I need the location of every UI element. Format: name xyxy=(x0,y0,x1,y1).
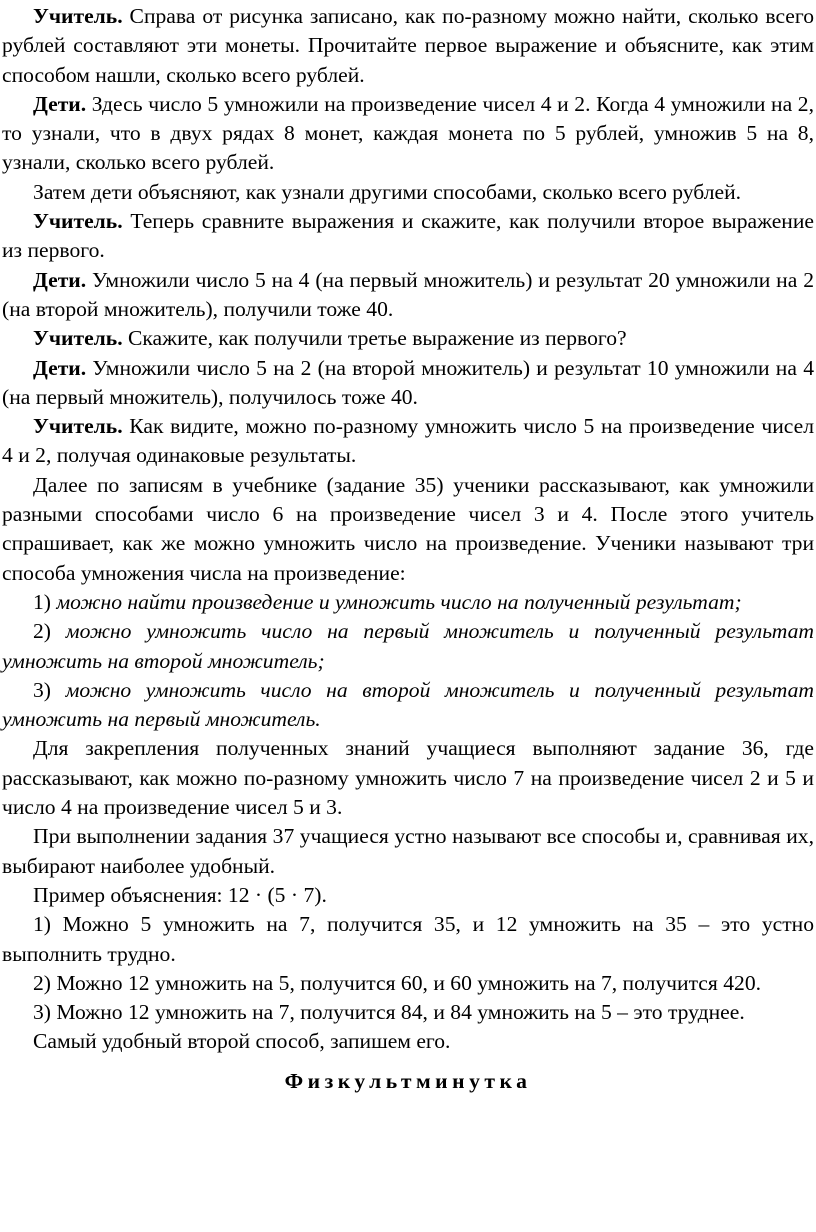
narration-paragraph xyxy=(2,178,814,207)
paragraph-text: Справа от рисунка записано, как по-разному можно найти, сколько всего рублей составляют эти монеты. Прочитайте первое выражение и объясните, как этим способом нашли, сколько всего рублей. xyxy=(2,4,814,87)
list-item-text: можно найти произведение и умножить число на полученный результат; xyxy=(56,589,742,614)
paragraph-text: Пример объяснения: 12 · (5 · 7). xyxy=(33,882,327,907)
method-list-item xyxy=(2,676,814,735)
paragraph-text: Скажите, как получили третье выражение из первого? xyxy=(122,326,627,351)
paragraph-text: 1) Можно 5 умножить на 7, получится 35, и 12 умножить на 35 – это устно выполнить трудно. xyxy=(2,912,814,966)
children-paragraph xyxy=(2,354,814,413)
narration-paragraph xyxy=(2,734,814,822)
paragraph-text: Самый удобный второй способ, запишем его. xyxy=(33,1029,451,1054)
list-number: 3) xyxy=(33,677,66,702)
children-paragraph xyxy=(2,90,814,178)
list-number: 2) xyxy=(33,619,66,644)
method-list-item xyxy=(2,617,814,676)
narration-paragraph xyxy=(2,471,814,588)
speaker-label: Учитель. xyxy=(33,326,123,351)
list-number: 1) xyxy=(33,589,57,614)
paragraph-text: Далее по записям в учебнике (задание 35) ученики рассказывают, как умножили разными способами число 6 на произведение чисел 3 и 4. После этого учитель спрашивает, как же можно умножить число на произведение. Ученики называют три способа умножения числа на произведение: xyxy=(2,472,814,585)
paragraph-text: Здесь число 5 умножили на произведение чисел 4 и 2. Когда 4 умножили на 2, то узнали, что в двух рядах 8 монет, каждая монета по 5 рублей, умножив 5 на 8, узнали, сколько всего рублей. xyxy=(2,91,814,175)
paragraph-text: Для закрепления полученных знаний учащиеся выполняют задание 36, где рассказывают, как можно по-разному умножить число 7 на произведение чисел 2 и 5 и число 4 на произведение чисел 5 и 3. xyxy=(2,736,814,820)
paragraph-text: 2) Можно 12 умножить на 5, получится 60, и 60 умножить на 7, получится 420. xyxy=(33,970,762,995)
paragraph-text: Как видите, можно по-разному умножить число 5 на произведение чисел 4 и 2, получая одинаковые результаты. xyxy=(2,414,814,468)
section-heading: Физкультминутка xyxy=(284,1068,532,1093)
speaker-label: Учитель. xyxy=(33,414,123,439)
paragraph-text: Умножили число 5 на 2 (на второй множитель) и результат 10 умножили на 4 (на первый множитель), получилось тоже 40. xyxy=(2,355,814,409)
paragraph-text: Затем дети объясняют, как узнали другими способами, сколько всего рублей. xyxy=(33,179,742,204)
example-step xyxy=(2,910,814,969)
narration-paragraph xyxy=(2,822,814,881)
speaker-label: Учитель. xyxy=(33,209,123,234)
list-item-text: можно умножить число на первый множитель и полученный результат умножить на второй множитель; xyxy=(2,619,814,673)
paragraph-text: Теперь сравните выражения и скажите, как получили второе выражение из первого. xyxy=(2,209,814,263)
example-step xyxy=(2,969,814,998)
example-paragraph xyxy=(2,881,814,910)
children-paragraph xyxy=(2,266,814,325)
speaker-label: Дети. xyxy=(33,267,87,292)
example-step xyxy=(2,998,814,1027)
teacher-paragraph xyxy=(2,2,814,90)
conclusion-paragraph xyxy=(2,1027,814,1056)
teacher-paragraph xyxy=(2,412,814,471)
speaker-label: Дети. xyxy=(33,355,87,380)
speaker-label: Дети. xyxy=(33,91,87,116)
teacher-paragraph xyxy=(2,207,814,266)
paragraph-text: 3) Можно 12 умножить на 7, получится 84, и 84 умножить на 5 – это труднее. xyxy=(33,1000,745,1025)
paragraph-text: Умножили число 5 на 4 (на первый множитель) и результат 20 умножили на 2 (на второй множитель), получили тоже 40. xyxy=(2,267,814,321)
method-list-item xyxy=(2,588,814,617)
speaker-label: Учитель. xyxy=(33,4,123,28)
teacher-paragraph xyxy=(2,324,814,353)
paragraph-text: При выполнении задания 37 учащиеся устно называют все способы и, сравнивая их, выбирают наиболее удобный. xyxy=(2,824,814,878)
list-item-text: можно умножить число на второй множитель и полученный результат умножить на первый множитель. xyxy=(2,677,815,732)
